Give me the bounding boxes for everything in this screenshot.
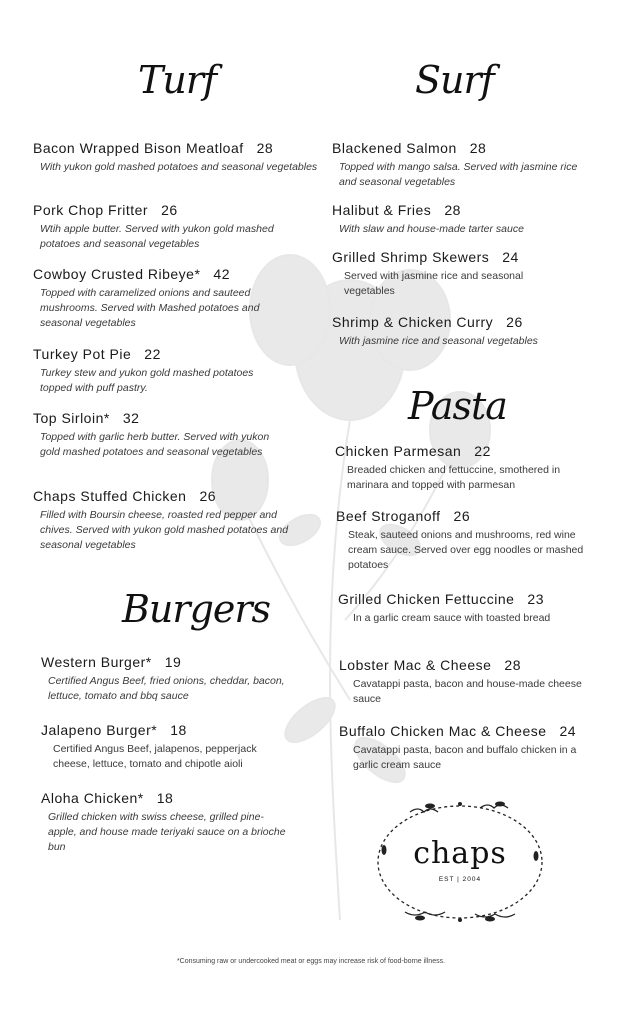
item-price: 28 bbox=[444, 202, 461, 218]
item-price: 18 bbox=[170, 722, 187, 738]
item-price: 24 bbox=[559, 723, 577, 739]
menu-item bbox=[41, 722, 296, 772]
item-name: Lobster Mac & Cheese bbox=[339, 657, 492, 673]
item-description: Cavatappi pasta, bacon and house-made cheese sauce bbox=[353, 678, 582, 705]
item-description: Steak, sauteed onions and mushrooms, red wine cream sauce. Served over egg noodles or mashed potatoes bbox=[348, 529, 584, 571]
item-name: Halibut & Fries bbox=[332, 202, 432, 218]
menu-item bbox=[33, 202, 283, 252]
item-name: Grilled Shrimp Skewers bbox=[332, 249, 490, 265]
item-name: Chicken Parmesan bbox=[335, 443, 462, 459]
item-description: Topped with caramelized onions and sauteed mushrooms. Served with Mashed potatoes and seasonal vegetables bbox=[40, 287, 260, 329]
menu-item bbox=[33, 266, 288, 331]
item-price: 28 bbox=[469, 140, 487, 156]
item-price: 32 bbox=[122, 410, 140, 426]
item-price: 28 bbox=[504, 657, 521, 673]
section-title-turf: Turf bbox=[138, 58, 217, 102]
item-name: Shrimp & Chicken Curry bbox=[332, 314, 494, 330]
item-description: Topped with garlic herb butter. Served with yukon gold mashed potatoes and seasonal vegetables bbox=[40, 431, 270, 458]
menu-item bbox=[332, 202, 594, 237]
logo-wordmark: chaps bbox=[413, 836, 507, 871]
item-description: Filled with Boursin cheese, roasted red pepper and chives. Served with yukon gold mashed potatoes and seasonal vegetables bbox=[40, 509, 289, 551]
menu-item bbox=[339, 723, 601, 773]
item-price: 42 bbox=[213, 266, 230, 282]
item-name: Bacon Wrapped Bison Meatloaf bbox=[33, 140, 244, 156]
item-price: 23 bbox=[527, 591, 544, 607]
item-name: Turkey Pot Pie bbox=[33, 346, 132, 362]
item-description: Certified Angus Beef, fried onions, cheddar, bacon, lettuce, tomato and bbq sauce bbox=[48, 675, 285, 702]
item-price: 18 bbox=[156, 790, 174, 806]
item-name: Aloha Chicken* bbox=[41, 790, 144, 806]
item-price: 22 bbox=[144, 346, 161, 362]
item-name: Chaps Stuffed Chicken bbox=[33, 488, 187, 504]
item-price: 26 bbox=[161, 202, 178, 218]
item-name: Pork Chop Fritter bbox=[33, 202, 149, 218]
section-title-surf: Surf bbox=[415, 58, 494, 102]
item-name: Jalapeno Burger* bbox=[41, 722, 158, 738]
item-description: Topped with mango salsa. Served with jasmine rice and seasonal vegetables bbox=[339, 161, 578, 188]
menu-item bbox=[41, 790, 291, 855]
menu-item bbox=[338, 591, 578, 626]
item-price: 26 bbox=[453, 508, 471, 524]
item-price: 26 bbox=[199, 488, 217, 504]
item-description: With yukon gold mashed potatoes and seasonal vegetables bbox=[40, 161, 318, 173]
item-description: With jasmine rice and seasonal vegetables bbox=[339, 335, 538, 347]
item-price: 26 bbox=[506, 314, 523, 330]
item-name: Buffalo Chicken Mac & Cheese bbox=[339, 723, 547, 739]
item-name: Grilled Chicken Fettuccine bbox=[338, 591, 515, 607]
menu-item bbox=[336, 508, 598, 573]
item-name: Blackened Salmon bbox=[332, 140, 457, 156]
chaps-logo bbox=[370, 800, 550, 925]
item-description: Cavatappi pasta, bacon and buffalo chicken in a garlic cream sauce bbox=[353, 744, 577, 771]
section-title-burgers: Burgers bbox=[122, 587, 271, 631]
menu-item bbox=[332, 140, 594, 190]
menu-item bbox=[335, 443, 593, 493]
item-description: With slaw and house-made tarter sauce bbox=[339, 223, 524, 235]
section-title-pasta: Pasta bbox=[408, 384, 507, 428]
item-name: Top Sirloin* bbox=[33, 410, 110, 426]
logo-established: EST | 2004 bbox=[438, 876, 482, 883]
item-name: Cowboy Crusted Ribeye* bbox=[33, 266, 201, 282]
menu-item bbox=[332, 249, 567, 299]
item-price: 19 bbox=[164, 654, 182, 670]
food-safety-footnote: *Consuming raw or undercooked meat or eggs may increase risk of food-borne illness. bbox=[176, 958, 446, 965]
menu-item bbox=[33, 140, 318, 175]
item-description: Certified Angus Beef, jalapenos, pepperjack cheese, lettuce, tomato and chipotle aioli bbox=[53, 743, 257, 770]
item-description: Turkey stew and yukon gold mashed potatoes topped with puff pastry. bbox=[40, 367, 254, 394]
item-price: 28 bbox=[256, 140, 274, 156]
menu-item bbox=[41, 654, 291, 704]
item-price: 22 bbox=[474, 443, 491, 459]
item-name: Western Burger* bbox=[41, 654, 152, 670]
item-description: Grilled chicken with swiss cheese, grilled pine-apple, and house made teriyaki sauce on a brioche bun bbox=[48, 811, 286, 853]
item-description: Wtih apple butter. Served with yukon gold mashed potatoes and seasonal vegetables bbox=[40, 223, 274, 250]
item-description: In a garlic cream sauce with toasted bread bbox=[353, 612, 551, 624]
item-name: Beef Stroganoff bbox=[336, 508, 441, 524]
menu-item bbox=[33, 346, 288, 396]
menu-item bbox=[339, 657, 601, 707]
menu-item bbox=[33, 488, 295, 553]
item-description: Breaded chicken and fettuccine, smothered in marinara and topped with parmesan bbox=[347, 464, 561, 491]
item-description: Served with jasmine rice and seasonal vegetables bbox=[344, 270, 524, 297]
menu-item bbox=[33, 410, 278, 460]
item-price: 24 bbox=[502, 249, 519, 265]
menu-item bbox=[332, 314, 594, 349]
